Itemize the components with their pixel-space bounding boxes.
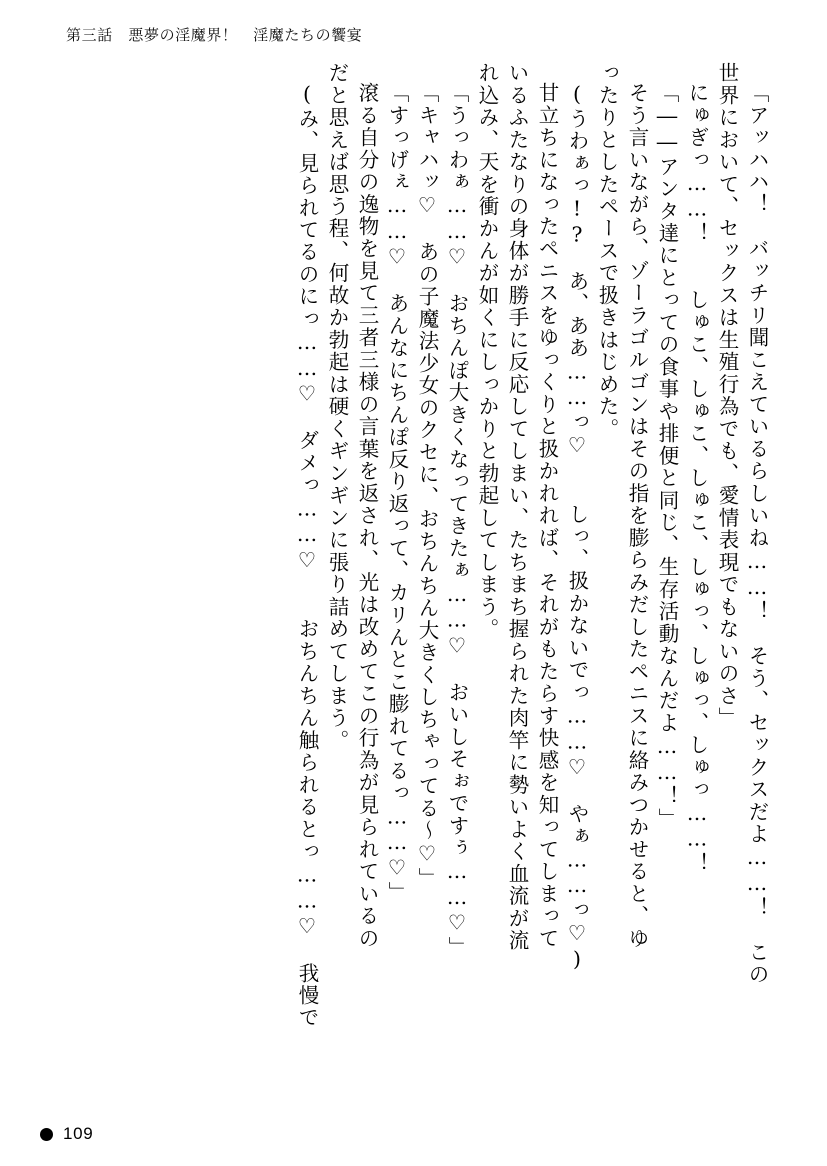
text-column: (み、見られてるのにっ……♡ ダメっ……♡ おちんちん触られるとっ……♡ 我慢で <box>295 82 319 1029</box>
text-column: そう言いながら、ゾーラゴルゴンはその指を膨らみだしたペニスに絡みつかせると、ゆ <box>625 82 649 950</box>
text-column: 甘立ちになったペニスをゆっくりと扱かれれば、それがもたらす快感を知ってしまって <box>535 82 559 950</box>
text-column: 「すっげぇ……♡ あんなにちんぽ反り返って、カリんとこ膨れてるっ……♡」 <box>385 82 409 904</box>
text-column: 滾る自分の逸物を見て三者三様の言葉を返され、光は改めてこの行為が見られているの <box>355 82 379 950</box>
vertical-body-text <box>56 62 767 1072</box>
text-column: ったりとしたペースで扱きはじめた。 <box>595 62 619 441</box>
text-column: だと思えば思う程、何故か勃起は硬くギンギンに張り詰めてしまう。 <box>325 62 349 752</box>
text-column: (うわぁっ!? あ、ああ……っ♡ しっ、扱かないでっ……♡ やぁ……っ♡) <box>565 82 589 973</box>
text-column: 「――アンタ達にとっての食事や排便と同じ、生存活動なんだよ……！」 <box>655 82 679 831</box>
text-column: れ込み、天を衝かんが如くにしっかりと勃起してしまう。 <box>475 62 499 641</box>
text-column: 「キャハッ♡ あの子魔法少女のクセに、おちんちん大きくしちゃってる〜♡」 <box>415 82 439 890</box>
bullet-icon <box>40 1128 53 1141</box>
text-column: いるふたなりの身体が勝手に反応してしまい、たちまち握られた肉竿に勢いよく血流が流 <box>505 62 529 952</box>
page-number: 109 <box>63 1124 94 1143</box>
text-column: 「アッハハ！ バッチリ聞こえているらしいね……！ そう、セックスだよ……！ この <box>745 82 769 986</box>
chapter-running-header: 第三話 悪夢の淫魔界！ 淫魔たちの饗宴 <box>66 28 363 44</box>
text-column: 世界において、セックスは生殖行為でも、愛情表現でもないのさ」 <box>715 62 739 730</box>
text-column: にゅぎっ……！ しゅこ、しゅこ、しゅこ、しゅっ、しゅっ、しゅっ……！ <box>685 82 709 875</box>
page-footer <box>40 1124 93 1144</box>
text-column: 「うっわぁ……♡ おちんぽ大きくなってきたぁ……♡ おいしそぉですぅ……♡」 <box>445 82 469 959</box>
